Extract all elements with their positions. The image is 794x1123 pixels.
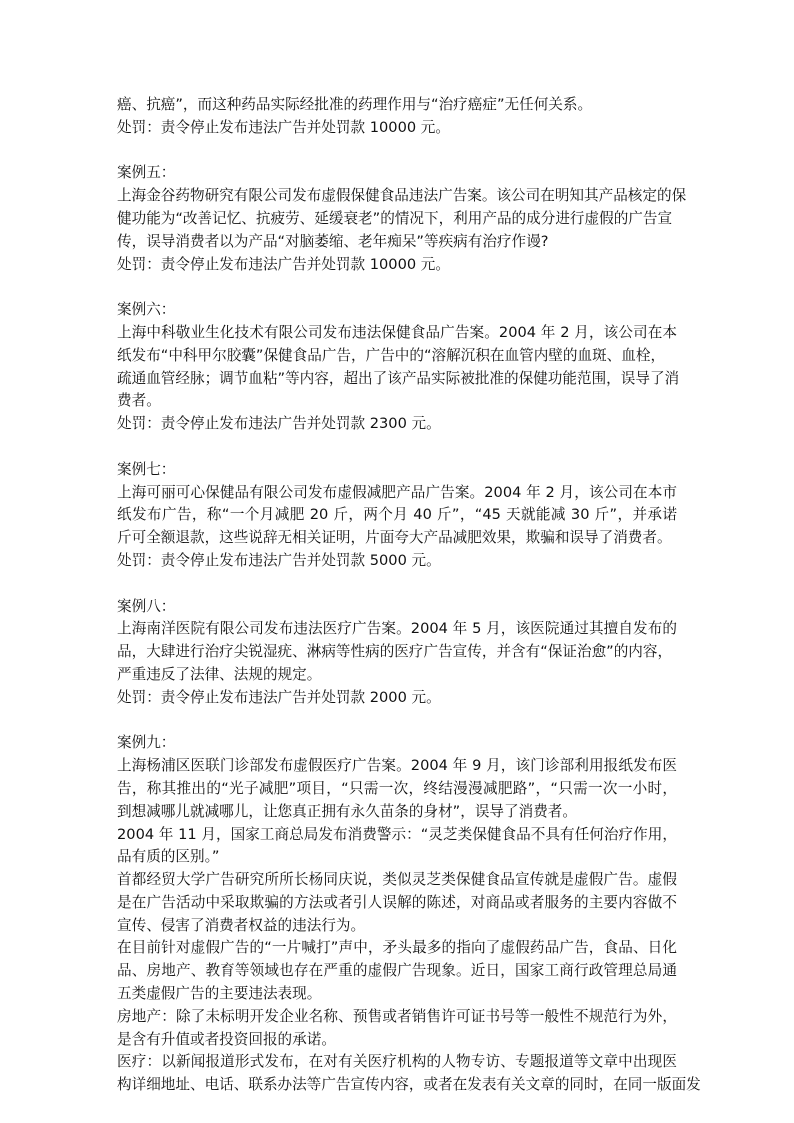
text-line: 上海杨浦区医联门诊部发布虚假医疗广告案。2004 年 9 月，该门诊部利用报纸发布医 (117, 757, 677, 775)
paragraph-gap (117, 140, 677, 163)
text-line: 纸发布广告，称“一个月减肥 20 斤，两个月 40 斤”，“45 天就能减 30 斤”，并承诺 (117, 506, 677, 524)
text-line: 品、房地产、教育等领域也存在严重的虚假广告现象。近日，国家工商行政管理总局通 (117, 962, 677, 980)
text-line: 房地产：除了未标明开发企业名称、预售或者销售许可证书号等一般性不规范行为外， (117, 1007, 677, 1025)
text-block (117, 459, 677, 573)
text-line: 处罚：责令停止发布违法广告并处罚款 2300 元。 (117, 415, 441, 433)
document-page (117, 94, 701, 1097)
text-line: 费者。 (117, 392, 161, 410)
text-line: 癌、抗癌”，而这种药品实际经批准的药理作用与“治疗癌症”无任何关系。 (117, 96, 593, 113)
text-block (117, 596, 677, 710)
text-line: 案例七： (117, 460, 176, 478)
text-line: 上海中科敬业生化技术有限公司发布违法保健食品广告案。2004 年 2 月，该公司在本 (117, 323, 677, 341)
text-line: 上海可丽可心保健品有限公司发布虚假减肥产品广告案。2004 年 2 月，该公司在本市 (117, 483, 677, 501)
text-line: 健功能为“改善记忆、抗疲劳、延缓衰老”的情况下，利用产品的成分进行虚假的广告宣 (117, 209, 673, 227)
text-line: 斤可全额退款，这些说辞无相关证明，片面夸大产品减肥效果，欺骗和误导了消费者。 (117, 529, 672, 547)
text-line: 品，大肆进行治疗尖锐湿疣、淋病等性病的医疗广告宣传，并含有“保证治愈”的内容， (117, 643, 673, 661)
text-line: 传，误导消费者以为产品“对脑萎缩、老年痴呆”等疾病有治疗作谩? (117, 232, 549, 250)
text-line: 处罚：责令停止发布违法广告并处罚款 2000 元。 (117, 688, 441, 706)
text-line: 在目前针对虚假广告的“一片喊打”声中，矛头最多的指向了虚假药品广告，食品、日化 (117, 939, 677, 957)
text-block (117, 732, 701, 1097)
paragraph-gap (117, 573, 677, 596)
text-line: 疏通血管经脉；调节血粘”等内容，超出了该产品实际被批准的保健功能范围，误导了消 (117, 369, 680, 387)
text-line: 五类虚假广告的主要违法表现。 (117, 985, 322, 1003)
paragraph-gap (117, 276, 677, 299)
text-line: 处罚：责令停止发布违法广告并处罚款 10000 元。 (117, 118, 450, 136)
paragraph-gap (117, 710, 677, 733)
text-line: 是含有升值或者投资回报的承诺。 (117, 1030, 336, 1048)
text-line: 品有质的区别。” (117, 848, 220, 866)
text-line: 案例六： (117, 301, 176, 319)
text-line: 2004 年 11 月，国家工商总局发布消费警示：“灵芝类保健食品不具有任何治疗作用， (117, 825, 677, 843)
text-line: 严重违反了法律、法规的规定。 (117, 665, 322, 683)
text-block (117, 162, 687, 276)
text-line: 处罚：责令停止发布违法广告并处罚款 5000 元。 (117, 551, 441, 569)
text-line: 到想减哪儿就减哪儿，让您真正拥有永久苗条的身材”，误导了消费者。 (117, 802, 577, 820)
text-line: 案例五： (117, 164, 176, 182)
text-line: 构详细地址、电话、联系办法等广告宣传内容，或者在发表有关文章的同时，在同一版面发 (117, 1076, 701, 1094)
text-line: 首都经贸大学广告研究所所长杨同庆说，类似灵芝类保健食品宣传就是虚假广告。虚假 (117, 871, 677, 889)
text-line: 告，称其推出的“光子减肥”项目，“只需一次，终结漫漫减肥路”，“只需一次一小时， (117, 779, 677, 797)
text-line: 纸发布“中科甲尔胶囊”保健食品广告，广告中的“溶解沉积在血管内壁的血斑、血栓， (117, 346, 666, 364)
paragraph-gap (117, 436, 677, 459)
text-line: 上海金谷药物研究有限公司发布虚假保健食品违法广告案。该公司在明知其产品核定的保 (117, 187, 687, 205)
text-line: 处罚：责令停止发布违法广告并处罚款 10000 元。 (117, 255, 450, 273)
text-line: 宣传、侵害了消费者权益的违法行为。 (117, 916, 366, 934)
text-line: 医疗：以新闻报道形式发布，在对有关医疗机构的人物专访、专题报道等文章中出现医 (117, 1053, 677, 1071)
text-block (117, 94, 677, 140)
text-line: 是在广告活动中采取欺骗的方法或者引人误解的陈述，对商品或者服务的主要内容做不 (117, 893, 677, 911)
text-line: 案例八： (117, 597, 176, 615)
text-line: 案例九： (117, 734, 176, 752)
text-block (117, 299, 680, 436)
text-line: 上海南洋医院有限公司发布违法医疗广告案。2004 年 5 月，该医院通过其擅自发布的 (117, 620, 677, 638)
